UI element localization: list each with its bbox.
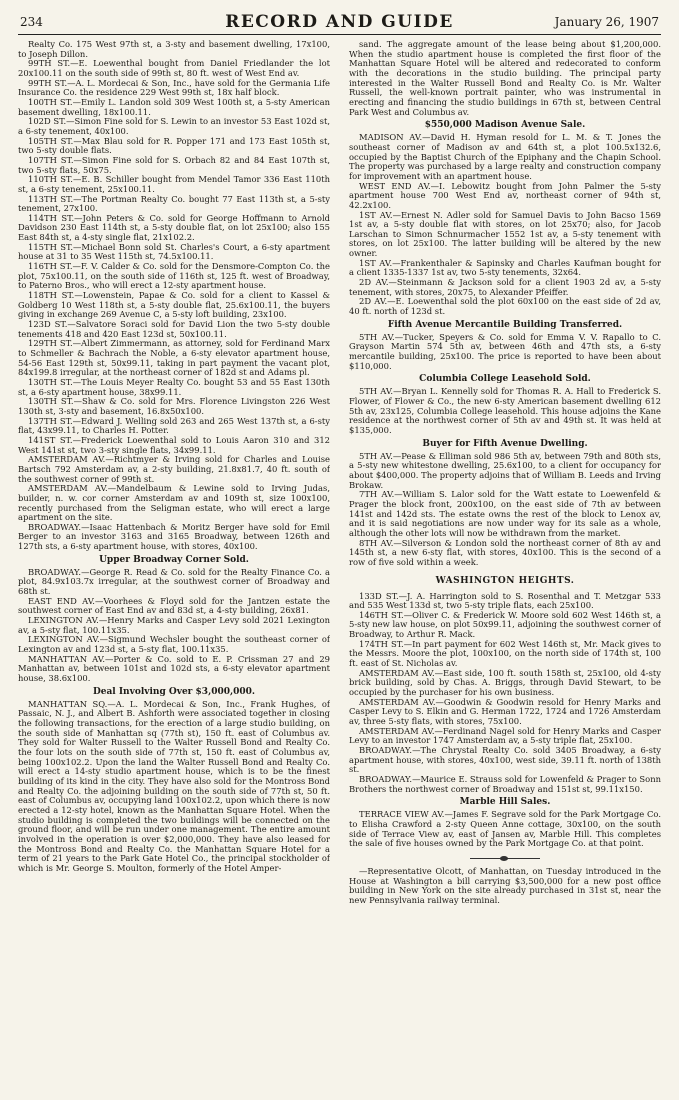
sale-paragraph: 7TH AV.—William S. Lalor sold for the Watt estate to Loewenfeld & Prager the block front, 200x100, on the east side of 7th av between 141st and 142d sts. The estate owns the rest of the block to Lenox av, and it is said negotiations are now under way for its sale as a whole, although the other lots will now be withdrawn from the market. (349, 489, 661, 538)
right-column (349, 40, 661, 1095)
sale-paragraph: 1ST AV.—Frankenthaler & Sapinsky and Charles Kaufman bought for a client 1335-1337 1st av, two 5-sty tenements, 32x64. (349, 257, 661, 278)
sale-paragraph: —Representative Olcott, of Manhattan, on Tuesday introduced in the House at Washington a bill carrying $3,500,000 for a new post office building in New York on the site already purchased in 31st st, near the new Pennsylvania railway terminal. (349, 865, 661, 905)
sale-paragraph: MADISON AV.—David H. Hyman resold for L. M. & T. Jones the southeast corner of Madison av and 64th st, a plot 100.5x132.6, occupied by the Baptist Church of the Epiphany and the Chapin School. The property was purchased by a large realty and construction company for improvement with an apartment house. (349, 132, 661, 181)
sale-paragraph: 123D ST.—Salvatore Soraci sold for David Lion the two 5-sty double tenements 418 and 420 East 123d st, 50x100.11. (18, 319, 330, 339)
sale-paragraph: 115TH ST.—Michael Bonn sold St. Charles's Court, a 6-sty apartment house at 31 to 35 West 115th st, 74.5x100.11. (18, 241, 330, 262)
section-heading: $550,000 Madison Avenue Sale. (424, 120, 586, 131)
sale-paragraph: 5TH AV.—Tucker, Speyers & Co. sold for Emma V. V. Rapallo to C. Grayson Martin 574 5th av, between 46th and 47th sts, a 6-sty mercantile building, 25x100. The price is reported to have been about $110,000. (349, 331, 661, 371)
section-heading: Marble Hill Sales. (459, 797, 551, 808)
sale-paragraph: MANHATTAN AV.—Porter & Co. sold to E. P. Crissman 27 and 29 Manhattan av, between 101st and 102d sts, a 6-sty elevator apartment house, 38.6x100. (18, 653, 330, 683)
sale-paragraph: 107TH ST.—Simon Fine sold for S. Orbach 82 and 84 East 107th st, two 5-sty flats, 50x75. (18, 154, 330, 175)
sale-paragraph: AMSTERDAM AV.—Goodwin & Goodwin resold for Henry Marks and Casper Levy to S. Elkin and G. Herman 1722, 1724 and 1726 Amsterdam av, three 5-sty flats, with stores, 75x100. (349, 696, 661, 727)
sale-paragraph: 113TH ST.—The Portman Realty Co. bought 77 East 113th st, a 5-sty tenement, 27x100. (18, 193, 330, 214)
sale-paragraph: 133D ST.—J. A. Harrington sold to S. Rosenthal and T. Metzgar 533 and 535 West 133d st, two 5-sty triple flats, each 25x100. (349, 590, 661, 611)
sale-paragraph: 2D AV.—E. Loewenthal sold the plot 60x100 on the east side of 2d av, 40 ft. north of 123d st. (349, 296, 661, 317)
sale-paragraph: 2D AV.—Steinmann & Jackson sold for a client 1903 2d av, a 5-sty tenement, with stores, 20x75, to Alexander Pfeiffer. (349, 277, 661, 297)
publication-title: RECORD AND GUIDE (225, 12, 454, 32)
sale-paragraph: BROADWAY.—Isaac Hattenbach & Moritz Berger have sold for Emil Berger to an investor 3163 and 3165 Broadway, between 126th and 127th sts, a 6-sty apartment house, with stores, 40x100. (18, 521, 330, 552)
sale-paragraph: LEXINGTON AV.—Sigmund Wechsler bought the southeast corner of Lexington av and 123d st, a 5-sty flat, 100.11x35. (18, 634, 330, 655)
sale-paragraph: 100TH ST.—Emily L. Landon sold 309 West 100th st, a 5-sty American basement dwelling, 18x100.11. (18, 96, 330, 117)
page-header (18, 10, 661, 35)
sale-paragraph: AMSTERDAM AV.—Mandelbaum & Lewine sold to Irving Judas, builder, n. w. cor corner Amsterdam av and 109th st, size 100x100, recently purchased from the Seligman estate, who will erect a large apartment on the site. (18, 483, 330, 523)
sale-paragraph: 5TH AV.—Pease & Elliman sold 986 5th av, between 79th and 80th sts, a 5-sty new whitestone dwelling, 25.6x100, to a client for occupancy for about $400,000. The property adjoins that of William B. Leeds and Irving Brokaw. (349, 450, 661, 490)
sale-paragraph: AMSTERDAM AV.—Richtmyer & Irving sold for Charles and Louise Bartsch 792 Amsterdam av, a 2-sty building, 21.8x81.7, 40 ft. south of the southwest corner of 99th st. (18, 454, 330, 484)
page-number: 234 (20, 15, 43, 29)
sale-paragraph: 1ST AV.—Ernest N. Adler sold for Samuel Davis to John Bacso 1569 1st av, a 5-sty double flat with stores, on lot 25x70; also, for Jacob Larschan to Simon Schnurmacher 1552 1st av, a 5-sty tenement with stores, on lot 25x100. The latter building will be altered by the new owner. (349, 209, 661, 259)
sale-paragraph: MANHATTAN SQ.—A. L. Mordecai & Son, Inc., Frank Hughes, of Passaic, N. J., and Albert B. Ashforth were associated together in closing the following transactions, for the erection of a large studio building, on the south side of Manhattan sq (77th st), 150 ft. east of Columbus av. They sold for Walter Russell to the Walter Russell Bond and Realty Co. the four lots on the south side of 77th st, 150 ft. east of Columbus av, being 100x102.2. Upon the land the Walter Russell Bond and Realty Co. will erect a 14-sty studio apartment house, which is to be the finest building of its kind in the city. They have also sold for the Montross Bond and Realty Co. the adjoining building on the south side of 77th st, 50 ft. east of Columbus av, occupying land 100x102.2, upon which there is now erected a 12-sty hotel, known as the Manhattan Square Hotel. When the studio building is completed the two buildings will be connected on the ground floor, and will be run under one management. The entire amount involved in the operation is over $2,000,000. They have also leased for the Montross Bond and Realty Co. the Manhattan Square Hotel for a term of 21 years to the Park Gate Hotel Co., the principal stockholder of which is Mr. George S. Moulton, formerly of the Hotel Amper- (18, 698, 330, 873)
sale-paragraph: 118TH ST.—Lowenstein, Papae & Co. sold for a client to Kassel & Goldberg 10 West 118th st, a 5-sty double flat, 25.6x100.11, the buyers giving in exchange 269 Avenue C, a 5-sty loft building, 23x100. (18, 290, 330, 320)
sale-paragraph: sand. The aggregate amount of the lease being about $1,200,000. When the studio apartment house is completed the first floor of the Manhattan Square Hotel will be altered and redecorated to conform with the decorations in the studio building. The principal party interested in the Walter Russell Bond and Realty Co. is Mr. Walter Russell, the well-known portrait painter, who was instrumental in erecting and financing the studio buildings in 67th st, between Central Park West and Columbus av. (349, 40, 661, 117)
sale-paragraph: AMSTERDAM AV.—East side, 100 ft. south 158th st, 25x100, old 4-sty brick building, sold by Chas. A. Briggs, through David Stewart, to be occupied by the purchaser for his own business. (349, 667, 661, 698)
sale-paragraph: 130TH ST.—Shaw & Co. sold for Mrs. Florence Livingston 226 West 130th st, 3-sty and basement, 16.8x50x100. (18, 396, 330, 416)
left-column (18, 40, 330, 1095)
sale-paragraph: AMSTERDAM AV.—Ferdinand Nagel sold for Henry Marks and Casper Levy to an investor 1747 Amsterdam av, a 5-sty triple flat, 25x100. (349, 725, 661, 746)
sale-paragraph: 114TH ST.—John Peters & Co. sold for George Hoffmann to Arnold Davidson 230 East 114th st, a 5-sty double flat, on lot 25x100; also 155 East 84th st, a 4-sty single flat, 21x102.2. (18, 212, 330, 243)
issue-date: January 26, 1907 (554, 15, 659, 29)
column-divider-ornament (470, 858, 540, 859)
sale-paragraph: 141ST ST.—Frederick Loewenthal sold to Louis Aaron 310 and 312 West 141st st, two 3-sty single flats, 34x99.11. (18, 434, 330, 455)
sale-paragraph: BROADWAY.—The Chrystal Realty Co. sold 3405 Broadway, a 6-sty apartment house, with stores, 40x100, west side, 39.11 ft. north of 138th st. (349, 745, 661, 775)
section-heading: Columbia College Leasehold Sold. (419, 374, 591, 385)
sale-paragraph: LEXINGTON AV.—Henry Marks and Casper Levy sold 2021 Lexington av, a 5-sty flat, 100.11x35. (18, 615, 330, 635)
sale-paragraph: TERRACE VIEW AV.—James F. Segrave sold for the Park Mortgage Co. to Elisha Crawford a 2-sty Queen Anne cottage, 30x100, on the south side of Terrace View av, east of Jansen av, Marble Hill. This completes the sale of five houses owned by the Park Mortgage Co. at that point. (349, 809, 661, 849)
sale-paragraph: 146TH ST.—Oliver C. & Frederick W. Moore sold 602 West 146th st, a 5-sty new law house, on plot 50x99.11, adjoining the southwest corner of Broadway, to Arthur R. Mack. (349, 609, 661, 640)
section-heading: Fifth Avenue Mercantile Building Transferred. (387, 319, 623, 330)
sale-paragraph: 99TH ST.—E. Loewenthal bought from Daniel Friedlander the lot 20x100.11 on the south side of 99th st, 80 ft. west of West End av. (18, 58, 330, 78)
sale-paragraph: 110TH ST.—E. B. Schiller bought from Mendel Tamor 336 East 110th st, a 6-sty tenement, 25x100.11. (18, 174, 330, 194)
sale-paragraph: 137TH ST.—Edward J. Welling sold 263 and 265 West 137th st, a 6-sty flat, 43x99.11, to Charles H. Potter. (18, 415, 330, 436)
section-heading: Buyer for Fifth Avenue Dwelling. (422, 438, 588, 449)
sale-paragraph: WEST END AV.—I. Lebowitz bought from John Palmer the 5-sty apartment house 700 West End av, northeast corner of 94th st, 42.2x100. (349, 180, 661, 210)
section-heading: Upper Broadway Corner Sold. (99, 554, 249, 565)
sale-paragraph: 102D ST.—Simon Fine sold for S. Lewin to an investor 53 East 102d st, a 6-sty tenement, 40x100. (18, 116, 330, 136)
sale-paragraph: EAST END AV.—Voorhees & Floyd sold for the Jantzen estate the southwest corner of East End av and 83d st, a 4-sty building, 26x81. (18, 595, 330, 616)
sale-paragraph: 8TH AV.—Silverson & London sold the northeast corner of 8th av and 145th st, a new 6-sty flat, with stores, 40x100. This is the second of a row of five sold within a week. (349, 537, 661, 567)
sale-paragraph: Realty Co. 175 West 97th st, a 3-sty and basement dwelling, 17x100, to Joseph Dillon. (18, 40, 330, 59)
sale-paragraph: 5TH AV.—Bryan L. Kennelly sold for Thomas R. A. Hall to Frederick S. Flower, of Flower & Co., the new 6-sty American basement dwelling 612 5th av, 23x125, Columbia College leasehold. This house adjoins the Kane residence at the northwest corner of 5th av and 49th st. It was held at $135,000. (349, 386, 661, 435)
sale-paragraph: 99TH ST.—A. L. Mordecai & Son, Inc., have sold for the Germania Life Insurance Co. the residence 229 West 99th st, 18x half block. (18, 77, 330, 98)
sale-paragraph: 116TH ST.—F. V. Calder & Co. sold for the Densmore-Compton Co. the plot, 75x100.11, on the south side of 116th st, 125 ft. west of Broadway, to Paterno Bros., who will erect a 12-sty apartment house. (18, 261, 330, 291)
sale-paragraph: BROADWAY.—George R. Read & Co. sold for the Realty Finance Co. a plot, 84.9x103.7x irregular, at the southwest corner of Broadway and 68th st. (18, 566, 330, 597)
columns (18, 40, 661, 1095)
section-heading: Deal Involving Over $3,000,000. (92, 686, 256, 697)
sale-paragraph: 130TH ST.—The Louis Meyer Realty Co. bought 53 and 55 East 130th st, a 6-sty apartment house, 38x99.11. (18, 376, 330, 397)
sale-paragraph: 105TH ST.—Max Blau sold for R. Popper 171 and 173 East 105th st, two 5-sty double flats. (18, 135, 330, 156)
region-heading: WASHINGTON HEIGHTS. (435, 575, 575, 586)
sale-paragraph: BROADWAY.—Maurice E. Strauss sold for Lowenfeld & Prager to Sonn Brothers the northwest corner of Broadway and 151st st, 99.11x150. (349, 773, 661, 794)
sale-paragraph: 174TH ST.—In part payment for 602 West 146th st, Mr. Mack gives to the Messrs. Moore the plot, 100x100, on the north side of 174th st, 100 ft. east of St. Nicholas av. (349, 638, 661, 669)
sale-paragraph: 129TH ST.—Albert Zimmermann, as attorney, sold for Ferdinand Marx to Schmeller & Bachrach the Noble, a 6-sty elevator apartment house, 54-56 East 129th st, 50x99.11, taking in part payment the vacant plot, 84x199.8 irregular, at the northeast corner of 182d st and Adams pl. (18, 338, 330, 378)
